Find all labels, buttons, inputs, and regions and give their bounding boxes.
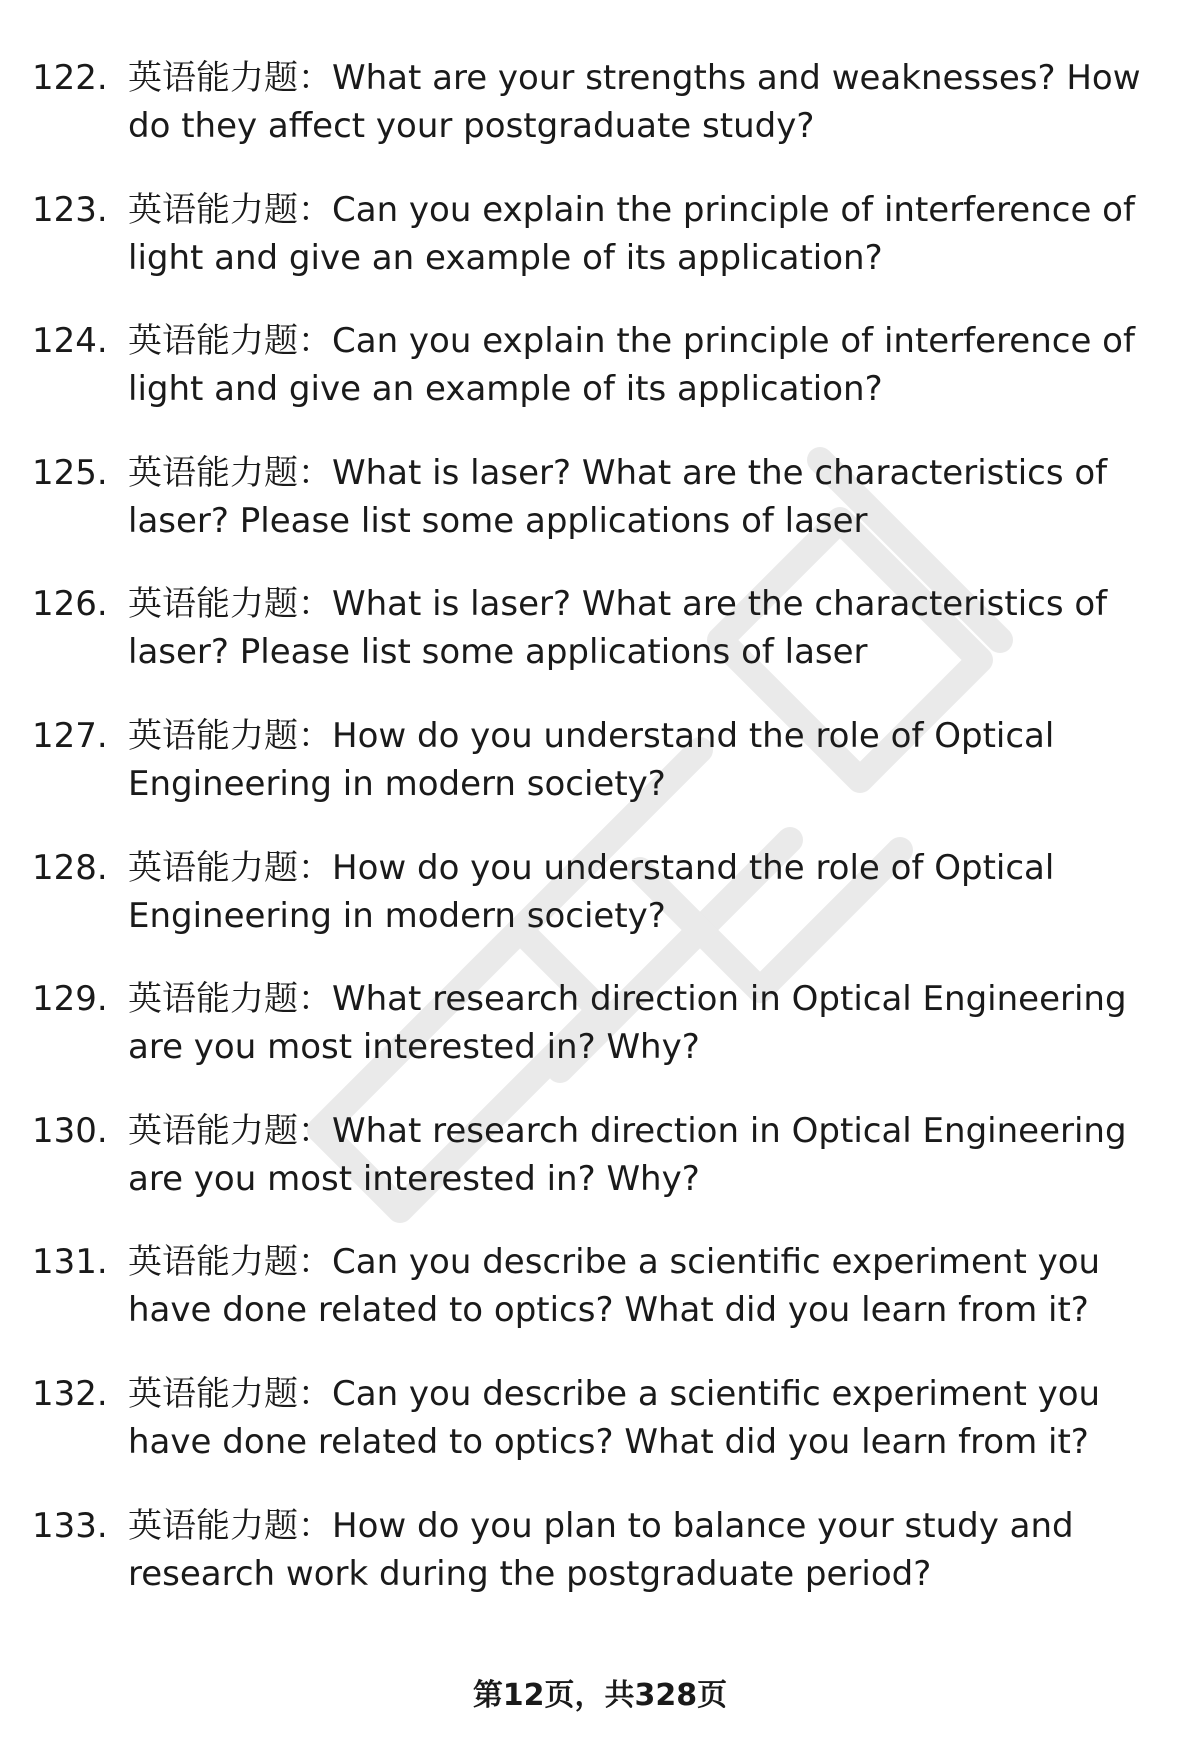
question-text: Can you explain the principle of interference of light and give an example of its application? [128,189,1135,278]
question-number: 126. [32,584,108,625]
question-text: Can you describe a scientific experiment you have done related to optics? What did you learn from it? [128,1373,1101,1462]
question-category-tag: 英语能力题： [128,189,332,230]
question-text: How do you understand the role of Optical Engineering in modern society? [128,847,1055,936]
question-item [0,1107,1200,1239]
question-item [0,1502,1200,1634]
question-body [128,1502,1173,1598]
question-body [128,1107,1173,1203]
question-item [0,54,1200,186]
question-body [128,449,1173,545]
question-text: Can you describe a scientific experiment you have done related to optics? What did you learn from it? [128,1242,1101,1331]
question-number: 130. [32,1110,108,1151]
question-item [0,580,1200,712]
question-number: 125. [32,452,108,493]
question-body [128,844,1173,940]
question-number: 129. [32,979,108,1020]
question-item [0,844,1200,976]
question-category-tag: 英语能力题： [128,1242,332,1283]
question-number: 123. [32,189,108,230]
question-number: 132. [32,1373,108,1414]
question-list [0,54,1200,1633]
question-text: How do you plan to balance your study and research work during the postgraduate period? [128,1505,1074,1594]
question-item [0,186,1200,318]
question-text: What research direction in Optical Engineering are you most interested in? Why? [128,1110,1127,1199]
question-category-tag: 英语能力题： [128,452,332,493]
question-body [128,1238,1173,1334]
question-number: 127. [32,715,108,756]
question-number: 124. [32,321,108,362]
question-item [0,317,1200,449]
question-text: What are your strengths and weaknesses? How do they affect your postgraduate study? [128,58,1141,146]
question-category-tag: 英语能力题： [128,1110,332,1151]
question-text: Can you explain the principle of interference of light and give an example of its application? [128,321,1135,410]
question-item [0,712,1200,844]
question-category-tag: 英语能力题： [128,1505,332,1546]
question-text: What is laser? What are the characteristics of laser? Please list some applications of laser [128,584,1108,673]
question-body [128,712,1173,808]
question-category-tag: 英语能力题： [128,847,332,888]
question-category-tag: 英语能力题： [128,979,332,1020]
question-number: 128. [32,847,108,888]
question-category-tag: 英语能力题： [128,715,332,756]
question-body [128,186,1173,282]
question-number: 131. [32,1242,108,1283]
question-body [128,54,1173,150]
question-category-tag: 英语能力题： [128,1373,332,1414]
question-body [128,1370,1173,1466]
question-text: What is laser? What are the characteristics of laser? Please list some applications of laser [128,452,1108,541]
question-body [128,580,1173,676]
question-item [0,1370,1200,1502]
question-text: What research direction in Optical Engineering are you most interested in? Why? [128,979,1127,1068]
page-number-footer: 第12页，共328页 [472,1678,728,1713]
question-body [128,317,1173,413]
question-item [0,975,1200,1107]
question-number: 122. [32,58,108,98]
question-text: How do you understand the role of Optical Engineering in modern society? [128,715,1055,804]
question-item [0,449,1200,581]
question-category-tag: 英语能力题： [128,584,332,625]
question-body [128,975,1173,1071]
question-category-tag: 英语能力题： [128,58,332,98]
question-item [0,1238,1200,1370]
question-number: 133. [32,1505,108,1546]
question-category-tag: 英语能力题： [128,321,332,362]
